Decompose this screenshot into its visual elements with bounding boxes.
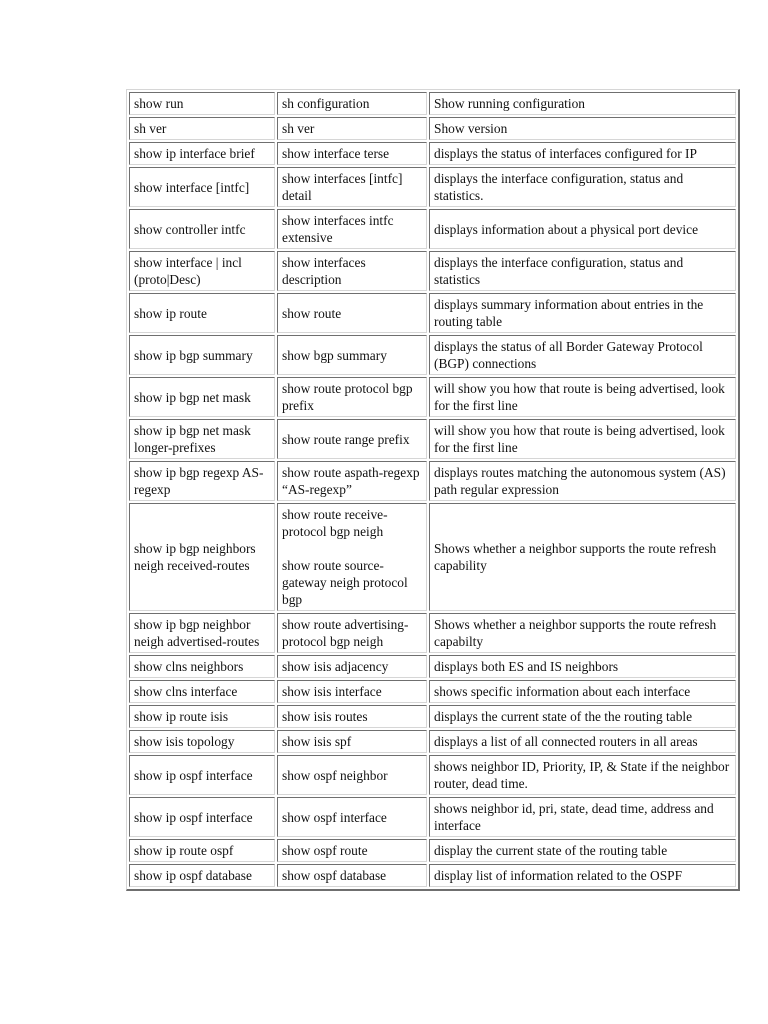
cisco-command-cell: show ip route isis (129, 705, 275, 728)
cisco-command-cell: sh ver (129, 117, 275, 140)
table-body (129, 92, 736, 887)
table-row (129, 377, 736, 417)
table-row (129, 251, 736, 291)
table-row (129, 755, 736, 795)
cisco-command-cell: show clns interface (129, 680, 275, 703)
description-cell: will show you how that route is being advertised, look for the first line (429, 377, 736, 417)
table-row (129, 117, 736, 140)
description-cell: Show version (429, 117, 736, 140)
table-row (129, 864, 736, 887)
table-row (129, 142, 736, 165)
table-row (129, 613, 736, 653)
juniper-command-cell: show interfaces description (277, 251, 427, 291)
juniper-command-cell: show ospf interface (277, 797, 427, 837)
description-cell: Show running configuration (429, 92, 736, 115)
juniper-command-cell: show route (277, 293, 427, 333)
table-row (129, 797, 736, 837)
description-cell: will show you how that route is being advertised, look for the first line (429, 419, 736, 459)
table-row (129, 680, 736, 703)
cisco-command-cell: show ip bgp neighbors neigh received-routes (129, 503, 275, 611)
description-cell: displays the status of all Border Gateway Protocol (BGP) connections (429, 335, 736, 375)
description-cell: displays the interface configuration, status and statistics. (429, 167, 736, 207)
juniper-command-cell: show isis adjacency (277, 655, 427, 678)
table-row (129, 655, 736, 678)
juniper-command-cell: show ospf neighbor (277, 755, 427, 795)
description-cell: displays information about a physical port device (429, 209, 736, 249)
cisco-command-cell: show run (129, 92, 275, 115)
juniper-command-cell: show ospf database (277, 864, 427, 887)
table-row (129, 730, 736, 753)
cisco-command-cell: show ip ospf interface (129, 755, 275, 795)
cisco-command-cell: show ip ospf interface (129, 797, 275, 837)
juniper-command-cell: show isis spf (277, 730, 427, 753)
juniper-command-cell: show interfaces intfc extensive (277, 209, 427, 249)
cisco-command-cell: show ip ospf database (129, 864, 275, 887)
description-cell: displays the current state of the the routing table (429, 705, 736, 728)
description-cell: display the current state of the routing table (429, 839, 736, 862)
juniper-command-cell: show interface terse (277, 142, 427, 165)
cisco-command-cell: show ip bgp net mask (129, 377, 275, 417)
juniper-command-cell: show route range prefix (277, 419, 427, 459)
description-cell: Shows whether a neighbor supports the route refresh capabilty (429, 613, 736, 653)
description-cell: displays both ES and IS neighbors (429, 655, 736, 678)
cisco-command-cell: show ip bgp neighbor neigh advertised-routes (129, 613, 275, 653)
table-row (129, 419, 736, 459)
table-row (129, 705, 736, 728)
cisco-command-cell: show clns neighbors (129, 655, 275, 678)
table-row (129, 92, 736, 115)
juniper-command-cell: show isis routes (277, 705, 427, 728)
description-cell: displays a list of all connected routers in all areas (429, 730, 736, 753)
cisco-command-cell: show isis topology (129, 730, 275, 753)
description-cell: displays the status of interfaces configured for IP (429, 142, 736, 165)
description-cell: shows specific information about each interface (429, 680, 736, 703)
cisco-command-cell: show interface [intfc] (129, 167, 275, 207)
table-row (129, 461, 736, 501)
table-row (129, 503, 736, 611)
juniper-command-cell: show ospf route (277, 839, 427, 862)
description-cell: displays the interface configuration, status and statistics (429, 251, 736, 291)
cisco-command-cell: show controller intfc (129, 209, 275, 249)
description-cell: Shows whether a neighbor supports the route refresh capability (429, 503, 736, 611)
cisco-command-cell: show ip interface brief (129, 142, 275, 165)
table-row (129, 167, 736, 207)
command-comparison-table (126, 89, 740, 891)
juniper-command-cell: show route aspath-regexp “AS-regexp” (277, 461, 427, 501)
description-cell: displays routes matching the autonomous system (AS) path regular expression (429, 461, 736, 501)
cisco-command-cell: show ip route ospf (129, 839, 275, 862)
cisco-command-cell: show ip bgp summary (129, 335, 275, 375)
juniper-command-cell: show isis interface (277, 680, 427, 703)
description-cell: displays summary information about entries in the routing table (429, 293, 736, 333)
juniper-command-cell: sh configuration (277, 92, 427, 115)
description-cell: shows neighbor ID, Priority, IP, & State if the neighbor router, dead time. (429, 755, 736, 795)
table-row (129, 335, 736, 375)
table-row (129, 839, 736, 862)
description-cell: shows neighbor id, pri, state, dead time, address and interface (429, 797, 736, 837)
juniper-command-cell: show route receive-protocol bgp neigh show route source-gateway neigh protocol bgp (277, 503, 427, 611)
table-row (129, 293, 736, 333)
juniper-command-cell: show interfaces [intfc] detail (277, 167, 427, 207)
juniper-command-cell: show route protocol bgp prefix (277, 377, 427, 417)
cisco-command-cell: show ip bgp net mask longer-prefixes (129, 419, 275, 459)
juniper-command-cell: sh ver (277, 117, 427, 140)
table-row (129, 209, 736, 249)
cisco-command-cell: show interface | incl (proto|Desc) (129, 251, 275, 291)
description-cell: display list of information related to the OSPF (429, 864, 736, 887)
juniper-command-cell: show route advertising-protocol bgp neigh (277, 613, 427, 653)
cisco-command-cell: show ip bgp regexp AS-regexp (129, 461, 275, 501)
cisco-command-cell: show ip route (129, 293, 275, 333)
juniper-command-cell: show bgp summary (277, 335, 427, 375)
